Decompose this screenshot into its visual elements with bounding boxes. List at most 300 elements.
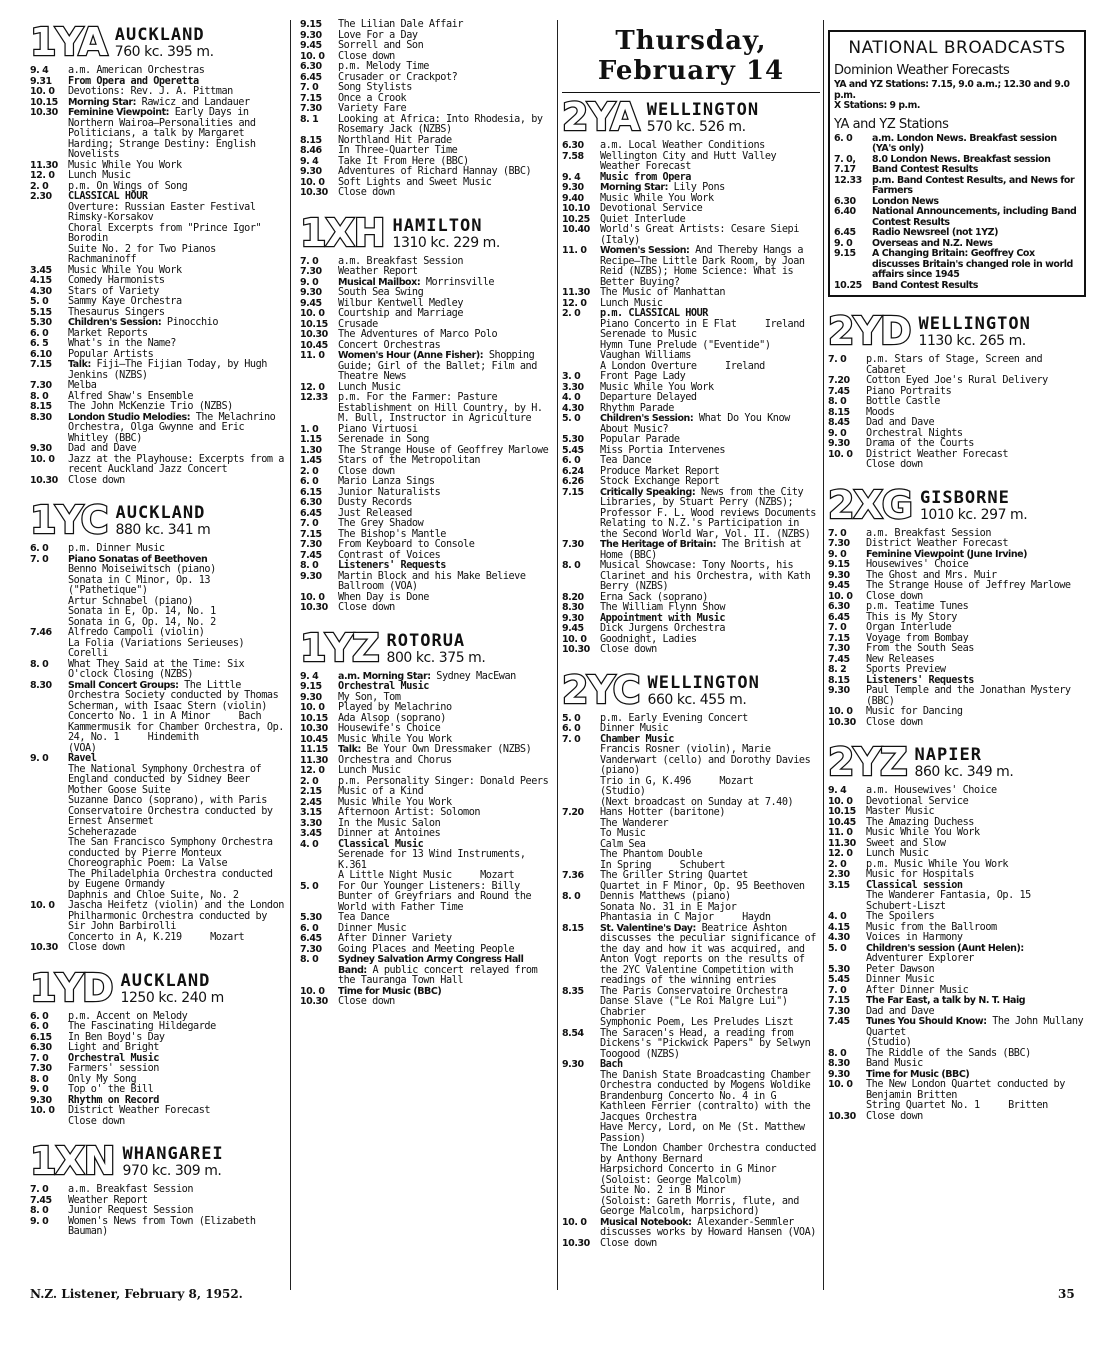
programme-time: 10. 0 xyxy=(562,633,587,645)
programme-title: Weather Report xyxy=(68,1194,148,1206)
programme-title: Variety Fare xyxy=(338,103,407,114)
programme-title: The Fascinating Hildegarde xyxy=(68,1021,216,1032)
programme-title: Critically Speaking: News from the City Libraries, by Stuart Perry (NZBS); Professor F. L. Wood reviews Documents Relating to N.Z.'s Participation in the Second World War, Vol. II. (NZBS) xyxy=(600,486,822,540)
programme-entry xyxy=(30,1117,284,1128)
programme-title: Corelli xyxy=(68,648,108,659)
station-frequency: 1130 kc. 265 m. xyxy=(918,333,1026,349)
programme-time xyxy=(562,1186,600,1197)
programme-time: 7. 0 xyxy=(30,1052,49,1064)
programme-time: 9.15 xyxy=(300,681,322,692)
programme-entry xyxy=(828,355,1086,376)
programme-time xyxy=(562,745,600,777)
programme-title: Rhythm Parade xyxy=(600,402,674,414)
programme-time: 4.15 xyxy=(828,921,850,933)
programme-title: Adventures of Richard Hannay (BBC) xyxy=(338,166,532,177)
programme-time: 10.25 xyxy=(834,279,862,291)
programme-time: 5.45 xyxy=(562,444,584,456)
programme-title: Song Stylists xyxy=(338,82,412,93)
programme-title: Alfred Shaw's Ensemble xyxy=(68,390,194,402)
programme-time: 6.30 xyxy=(300,61,322,72)
programme-time: 6. 0 xyxy=(834,132,853,144)
programme-entry xyxy=(300,871,552,882)
programme-title: When Day is Done xyxy=(338,591,429,603)
programme-time: 9. 4 xyxy=(30,65,49,76)
programme-time: 12.33 xyxy=(834,174,862,186)
programme-title: Scheherazade xyxy=(68,826,137,838)
programme-entry xyxy=(30,213,284,224)
programme-time: 10. 0 xyxy=(300,176,325,188)
programme-title: The Strange House of Jeffrey Marlowe xyxy=(866,580,1071,591)
programme-time: 9.45 xyxy=(562,623,584,634)
programme-time: 12. 0 xyxy=(562,297,587,309)
programme-entry xyxy=(828,644,1086,655)
programme-title: Bottle Castle xyxy=(866,396,940,407)
national-list xyxy=(834,134,1080,292)
programme-entry xyxy=(300,561,552,572)
programme-time: 12. 0 xyxy=(30,170,55,181)
programme-title: Morning Star: Lily Pons xyxy=(600,182,725,193)
programme-title: Appointment with Music xyxy=(600,612,726,624)
programme-time: 7.45 xyxy=(30,1194,52,1206)
programme-title: Jascha Heifetz (violin) and the London Philharmonic Orchestra conducted by Sir John Barbirolli xyxy=(68,900,290,932)
programme-title: Rachmaninoff xyxy=(68,254,137,265)
programme-time: 6.26 xyxy=(562,476,584,487)
programme-title: Ada Alsop (soprano) xyxy=(338,712,446,724)
programme-title: Close down xyxy=(338,50,395,62)
programme-entry xyxy=(828,807,1086,818)
programme-time: 6. 0 xyxy=(30,327,49,339)
programme-time xyxy=(828,891,866,902)
station-city: WELLINGTON xyxy=(918,314,1031,334)
programme-title: Piano Concerto in E Flat Ireland xyxy=(600,318,805,330)
programme-title: The Wanderer xyxy=(600,817,669,829)
programme-title: The Griller String Quartet xyxy=(600,870,748,881)
programme-time: 5. 0 xyxy=(562,712,581,724)
programme-title: p.m. Personality Singer: Donald Peers xyxy=(338,775,549,787)
programme-entry xyxy=(300,603,552,614)
programme-entry xyxy=(828,376,1086,387)
programme-entry xyxy=(562,1060,820,1071)
programme-title: Tea Dance xyxy=(338,912,390,923)
station-callsign: 1XN xyxy=(30,1139,115,1183)
programme-time xyxy=(562,1102,600,1123)
programme-title: The Philadelphia Orchestra conducted by Eugene Ormandy xyxy=(68,868,279,890)
station-frequency: 860 kc. 349 m. xyxy=(914,764,1014,780)
programme-entry xyxy=(828,996,1086,1007)
programme-time: 12. 0 xyxy=(828,848,853,859)
programme-title: Farmers' session xyxy=(68,1063,159,1074)
programme-time: 8. 0 xyxy=(562,891,581,902)
programme-title: Suite No. 2 for Two Pianos xyxy=(68,243,216,255)
programme-title: Popular Artists xyxy=(68,348,154,360)
programme-time: 2. 0 xyxy=(828,858,847,870)
programme-title: Suzanne Danco (soprano), with Paris Conservatoire Orchestra conducted by Ernest Ansermet xyxy=(68,795,279,827)
programme-time: 4.30 xyxy=(562,402,584,414)
programme-time: 10.15 xyxy=(828,806,856,817)
station-header xyxy=(30,1139,284,1183)
programme-time: 7.30 xyxy=(828,643,850,654)
programme-time: 6.15 xyxy=(30,1031,52,1043)
programme-title: Devotional Service xyxy=(866,795,969,807)
programme-time: 8. 2 xyxy=(828,664,847,675)
programme-title: p.m. Stars of Stage, Screen and Cabaret xyxy=(866,354,1048,376)
programme-title: Lunch Music xyxy=(600,297,663,309)
programme-time: 9. 4 xyxy=(828,785,847,796)
programme-time xyxy=(562,320,600,331)
programme-entry xyxy=(828,912,1086,923)
programme-time: 7. 0 xyxy=(562,733,581,745)
programme-title: Classical Music xyxy=(338,838,424,850)
programme-title: For Our Younger Listeners: Billy Bunter of Greyfriars and Round the World with Father Time xyxy=(338,880,537,913)
programme-entry xyxy=(828,418,1086,429)
programme-title: Lunch Music xyxy=(866,848,929,859)
programme-title: Borodin xyxy=(68,233,108,244)
programme-time: 2.15 xyxy=(300,786,322,797)
programme-title: p.m. For the Farmer: Pasture Establishment on Hill Country, by H. M. Bull, Instructor in Agriculture xyxy=(338,392,549,424)
programme-title: Dinner Music xyxy=(600,723,669,734)
programme-time: 9.31 xyxy=(30,75,52,87)
programme-title: Sorrell and Son xyxy=(338,40,424,51)
programme-title: Time for Music (BBC) xyxy=(338,985,442,997)
programme-title: From Opera and Operetta xyxy=(68,75,199,87)
programme-time: 1.45 xyxy=(300,455,322,466)
programme-entry xyxy=(562,330,820,341)
programme-title: A London Overture Ireland xyxy=(600,360,765,372)
programme-title: Music from the Ballroom xyxy=(866,921,997,933)
programme-entry xyxy=(562,1018,820,1029)
programme-entry xyxy=(828,891,1086,902)
programme-time: 7.45 xyxy=(828,653,850,665)
programme-title: Danse Slave ("Le Roi Malgre Lui") xyxy=(600,996,788,1007)
programme-title: Orchestral Music xyxy=(338,681,429,692)
programme-title: Northland Hit Parade xyxy=(338,134,452,146)
programme-title: Music from Opera xyxy=(600,171,691,183)
programme-title: Morning Star: Rawicz and Landauer xyxy=(68,96,250,108)
programme-time: 10.15 xyxy=(30,96,58,108)
programme-time: 5. 0 xyxy=(300,880,319,892)
programme-title: Departure Delayed xyxy=(600,392,697,403)
programme-title: Radio Newsreel (not 1YZ) xyxy=(872,227,998,238)
programme-title: Erna Sack (soprano) xyxy=(600,591,708,603)
programme-entry xyxy=(300,435,552,446)
programme-title: Front Page Lady xyxy=(600,371,686,382)
programme-time: 11.30 xyxy=(828,837,856,849)
programme-title: What They Said at the Time: Six O'clock Closing (NZBS) xyxy=(68,658,250,680)
programme-title: Musical Showcase: Tony Noorts, his Clarinet and his Orchestra, with Kath Berry (NZBS) xyxy=(600,560,816,592)
programme-entry xyxy=(828,560,1086,571)
programme-entry xyxy=(300,997,552,1008)
programme-time: 8.35 xyxy=(562,985,584,997)
station-frequency: 1250 kc. 240 m xyxy=(120,989,224,1006)
station-city: AUCKLAND xyxy=(114,25,205,45)
programme-time: 5.45 xyxy=(828,974,850,985)
programme-title: Feminine Viewpoint: Early Days in Northern Wairoa—Personalities and Politicians, a talk by Margaret Harding; Strange Destiny: English Novelists xyxy=(68,107,262,160)
programme-time xyxy=(30,712,68,723)
programme-entry xyxy=(562,456,820,467)
programme-title: The Danish State Broadcasting Chamber Orchestra conducted by Mogens Woldike xyxy=(600,1069,816,1091)
programme-time: 6. 0 xyxy=(30,1010,49,1022)
programme-title: Contrast of Voices xyxy=(338,549,441,561)
programme-entry xyxy=(30,796,284,828)
programme-title: What's in the Name? xyxy=(68,338,176,349)
programme-time: 5.30 xyxy=(30,317,52,328)
programme-time: 9.30 xyxy=(562,1059,584,1070)
programme-title: Close down xyxy=(866,590,923,602)
programme-title: Music of a Kind xyxy=(338,786,424,797)
programme-entry xyxy=(562,1186,820,1197)
station-header xyxy=(828,482,1086,527)
programme-time: 10.30 xyxy=(300,996,328,1007)
programme-time xyxy=(30,234,68,245)
column-2 xyxy=(300,20,552,1008)
programme-entry xyxy=(30,276,284,287)
programme-time xyxy=(562,1071,600,1092)
programme-entry xyxy=(562,1144,820,1165)
programme-title: Quartet in F Minor, Op. 95 Beethoven xyxy=(600,880,805,892)
programme-title: Chamber Music xyxy=(600,733,674,745)
programme-entry xyxy=(300,330,552,341)
programme-title: Housewives' Choice xyxy=(866,559,969,570)
programme-entry xyxy=(562,724,820,735)
programme-entry xyxy=(300,724,552,735)
programme-time xyxy=(30,1117,68,1128)
programme-time: 7. 0 xyxy=(828,527,847,539)
programme-entry xyxy=(562,435,820,446)
programme-time: 7. 0 xyxy=(30,1184,49,1195)
programme-title: The Grey Shadow xyxy=(338,518,424,529)
programme-title: Music for Hospitals xyxy=(866,869,974,880)
programme-entry xyxy=(30,1064,284,1075)
station-2xg xyxy=(828,482,1086,729)
programme-time: 7.20 xyxy=(562,807,584,818)
programme-entry xyxy=(562,829,820,840)
programme-title: St. Valentine's Day: Beatrice Ashton discusses the peculiar significance of the day and how it was acquired, and Anton Vogt reports on the results of the 2YC Valentine Competition with readings of the winning entries xyxy=(600,922,822,986)
programme-time: 8. 0 xyxy=(30,1073,49,1085)
programme-title: Benno Moiseiwitsch (piano) xyxy=(68,564,216,575)
programme-time: 10.30 xyxy=(562,1237,590,1249)
programme-title: London Studio Melodies: The Melachrino Orchestra, Olga Gwynne and Eric Whitley (BBC) xyxy=(68,411,282,444)
programme-time: 7.30 xyxy=(300,539,322,550)
programme-title: Dusty Records xyxy=(338,497,412,508)
programme-entry xyxy=(300,498,552,509)
programme-title: Listeners' Requests xyxy=(338,560,446,571)
programme-title: Sonata No. 31 in E Major xyxy=(600,901,737,913)
programme-title: Dad and Dave xyxy=(68,443,137,454)
programme-time: 10.30 xyxy=(300,187,328,198)
programme-entry xyxy=(562,246,820,288)
programme-title: Orchestral Music xyxy=(68,1052,159,1064)
programme-title: Serenade for 13 Wind Instruments, K.361 xyxy=(338,849,532,871)
national-title: NATIONAL BROADCASTS xyxy=(848,38,1066,58)
programme-time: 10.30 xyxy=(562,644,590,655)
station-iya xyxy=(30,20,290,486)
station-city: HAMILTON xyxy=(392,215,483,236)
programme-title: Hymn Tune Prelude ("Eventide") xyxy=(600,339,771,351)
programme-time xyxy=(30,255,68,266)
programme-time: 6.40 xyxy=(834,206,856,217)
programme-entry xyxy=(828,623,1086,634)
station-frequency: 570 kc. 526 m. xyxy=(646,119,746,135)
programme-title: Tunes You Should Know: The John Mullany Quartet xyxy=(866,1016,1089,1038)
programme-title: Jazz at the Playhouse: Excerpts from a recent Auckland Jazz Concert xyxy=(68,453,290,475)
programme-time xyxy=(30,828,68,839)
programme-time xyxy=(562,850,600,861)
programme-title: Voices in Harmony xyxy=(866,932,963,943)
programme-entry xyxy=(30,628,284,639)
programme-title: Music While You Work xyxy=(338,733,452,745)
programme-title: (Soloist: Gareth Morris, flute, and George Malcolm, harpsichord) xyxy=(600,1195,805,1217)
station-2yz xyxy=(828,740,1089,1122)
station-header xyxy=(562,95,820,139)
programme-entry xyxy=(30,754,284,765)
programme-time: 10.30 xyxy=(828,716,856,728)
programme-time xyxy=(30,649,68,660)
station-2yc xyxy=(562,667,822,1250)
programme-time: 10. 0 xyxy=(828,706,853,717)
programme-title: Concerto in A, K.219 Mozart xyxy=(68,931,245,943)
programme-time: 8.15 xyxy=(30,401,52,412)
station-callsign: 1YZ xyxy=(300,625,379,670)
programme-entry xyxy=(300,167,552,178)
programme-time: 7.15 xyxy=(828,995,850,1006)
programme-title: Junior Naturalists xyxy=(338,486,441,498)
programme-entry xyxy=(300,682,552,693)
programme-time: 7. 0 xyxy=(300,82,319,93)
programme-time: 9.30 xyxy=(300,29,322,41)
programme-time: 7.30 xyxy=(828,538,850,549)
programme-title: The John McKenzie Trio (NZBS) xyxy=(68,401,233,412)
programme-title: Close down xyxy=(338,465,395,477)
programme-time: 9.30 xyxy=(300,570,322,582)
programme-time: 10. 0 xyxy=(30,1105,55,1116)
programme-title: Close down xyxy=(68,474,125,486)
programme-title: The Saracen's Head, a reading from Dickens's "Pickwick Papers" by Selwyn Toogood (NZBS) xyxy=(600,1027,816,1060)
programme-time: 1.15 xyxy=(300,434,322,445)
programme-title: 8.0 London News. Breakfast session xyxy=(872,153,1051,165)
programme-title: Small Concert Groups: The Little Orchestra Society conducted by Thomas Scherman, with Isaac Stern (violin) xyxy=(68,679,284,712)
programme-time: 9. 4 xyxy=(300,670,319,682)
programme-time xyxy=(30,786,68,797)
programme-entry xyxy=(562,183,820,194)
programme-title: The Phantom Double xyxy=(600,849,703,860)
programme-entry xyxy=(30,255,284,266)
programme-title: Close down xyxy=(338,187,395,198)
programme-time: 10. 0 xyxy=(30,86,55,97)
programme-time: 7.30 xyxy=(562,539,584,550)
station-frequency: 880 kc. 341 m xyxy=(115,522,211,538)
programme-title: District Weather Forecast xyxy=(866,538,1009,549)
programme-title: Orchestral Nights xyxy=(866,427,963,439)
programme-title: (Studio) xyxy=(866,1037,912,1048)
programme-title: World's Great Artists: Cesare Siepi (Italy) xyxy=(600,224,805,246)
programme-title: Dad and Dave xyxy=(866,417,935,428)
programme-title: Children's Session: What Do You Know About Music? xyxy=(600,413,796,435)
programme-entry xyxy=(30,1185,284,1196)
station-callsign: 2YZ xyxy=(828,740,907,784)
programme-title: Close down xyxy=(68,942,125,953)
programme-title: Music for Dancing xyxy=(866,706,963,717)
programme-title: Going Places and Meeting People xyxy=(338,943,515,955)
programme-title: Phantasia in C Major Haydn xyxy=(600,912,771,923)
programme-time: 10. 0 xyxy=(300,308,325,319)
programme-time: 9. 0 xyxy=(300,276,319,288)
programme-time xyxy=(300,871,338,882)
programme-title: Band Contest Results xyxy=(872,279,978,291)
programme-time xyxy=(562,1092,600,1103)
programme-entry xyxy=(300,808,552,819)
programme-time: 2.30 xyxy=(30,191,52,202)
programme-time: 6.24 xyxy=(562,465,584,477)
station-iyc xyxy=(30,498,290,954)
programme-time xyxy=(30,639,68,650)
programme-title: Mother Goose Suite xyxy=(68,784,171,796)
programme-time: 10.15 xyxy=(300,318,328,330)
programme-time xyxy=(828,460,866,471)
programme-title: Musical Notebook: Alexander-Semmler discusses works by Howard Hansen (VOA) xyxy=(600,1216,816,1238)
programme-title: The Wanderer Fantasia, Op. 15 xyxy=(866,890,1031,901)
station-frequency: 760 kc. 395 m. xyxy=(114,44,214,60)
station-iyz xyxy=(300,625,552,1008)
programme-time: 6. 0 xyxy=(30,1021,49,1032)
programme-entry xyxy=(828,707,1086,718)
programme-time: 10.45 xyxy=(300,339,328,351)
station-city: WELLINGTON xyxy=(646,100,760,120)
programme-time: 8.15 xyxy=(562,922,584,934)
programme-entry xyxy=(828,397,1086,408)
programme-title: Daphnis and Chloe Suite, No. 2 xyxy=(68,889,239,901)
programme-title: Courtship and Marriage xyxy=(338,308,464,319)
programme-title: Looking at Africa: Into Rhodesia, by Rosemary Jack (NZBS) xyxy=(338,113,549,135)
programme-time: 8. 0 xyxy=(828,396,847,407)
programme-title: The Heritage of Britain: The British at Home (BBC) xyxy=(600,539,807,561)
programme-time xyxy=(562,913,600,924)
programme-title: Quiet Interlude xyxy=(600,213,686,225)
programme-entry xyxy=(828,786,1086,797)
station-frequency: 1010 kc. 297 m. xyxy=(919,506,1028,523)
programme-entry xyxy=(30,1106,284,1117)
programme-entry xyxy=(300,146,552,157)
programme-time: 7.17 xyxy=(834,164,856,175)
programme-title: (Soloist: George Malcolm) xyxy=(600,1174,743,1186)
programme-title: The William Flynn Show xyxy=(600,602,726,613)
programme-title: a.m. Morning Star: Sydney MacEwan xyxy=(338,670,516,682)
station-city: ROTORUA xyxy=(386,630,466,651)
programme-time: 9.30 xyxy=(300,691,322,703)
programme-entry xyxy=(30,453,290,476)
programme-title: Only My Song xyxy=(68,1073,137,1085)
programme-title: Voyage from Bombay xyxy=(866,632,969,644)
programme-title: Suite No. 2 in B Minor xyxy=(600,1185,726,1196)
programme-time xyxy=(562,330,600,341)
programme-entry xyxy=(562,372,820,383)
programme-entry xyxy=(834,134,1080,155)
programme-time: 9.30 xyxy=(562,612,584,624)
programme-title: The National Symphony Orchestra of England conducted by Sidney Beer xyxy=(68,763,267,785)
station-callsign: 2YC xyxy=(562,667,640,712)
programme-entry xyxy=(562,624,820,635)
programme-title: Music While You Work xyxy=(866,827,980,838)
programme-entry xyxy=(30,476,284,487)
programme-entry xyxy=(300,41,552,52)
programme-title: Dinner at Antoines xyxy=(338,828,441,839)
programme-entry xyxy=(300,766,552,777)
programme-title: Close down xyxy=(338,602,395,613)
programme-time: 9. 0 xyxy=(30,1215,49,1227)
programme-title: The New London Quartet conducted by Benjamin Britten xyxy=(866,1079,1071,1101)
programme-title: Band Contest Results xyxy=(872,164,978,175)
programme-entry xyxy=(300,309,552,320)
programme-title: a.m. Housewives' Choice xyxy=(866,785,997,796)
